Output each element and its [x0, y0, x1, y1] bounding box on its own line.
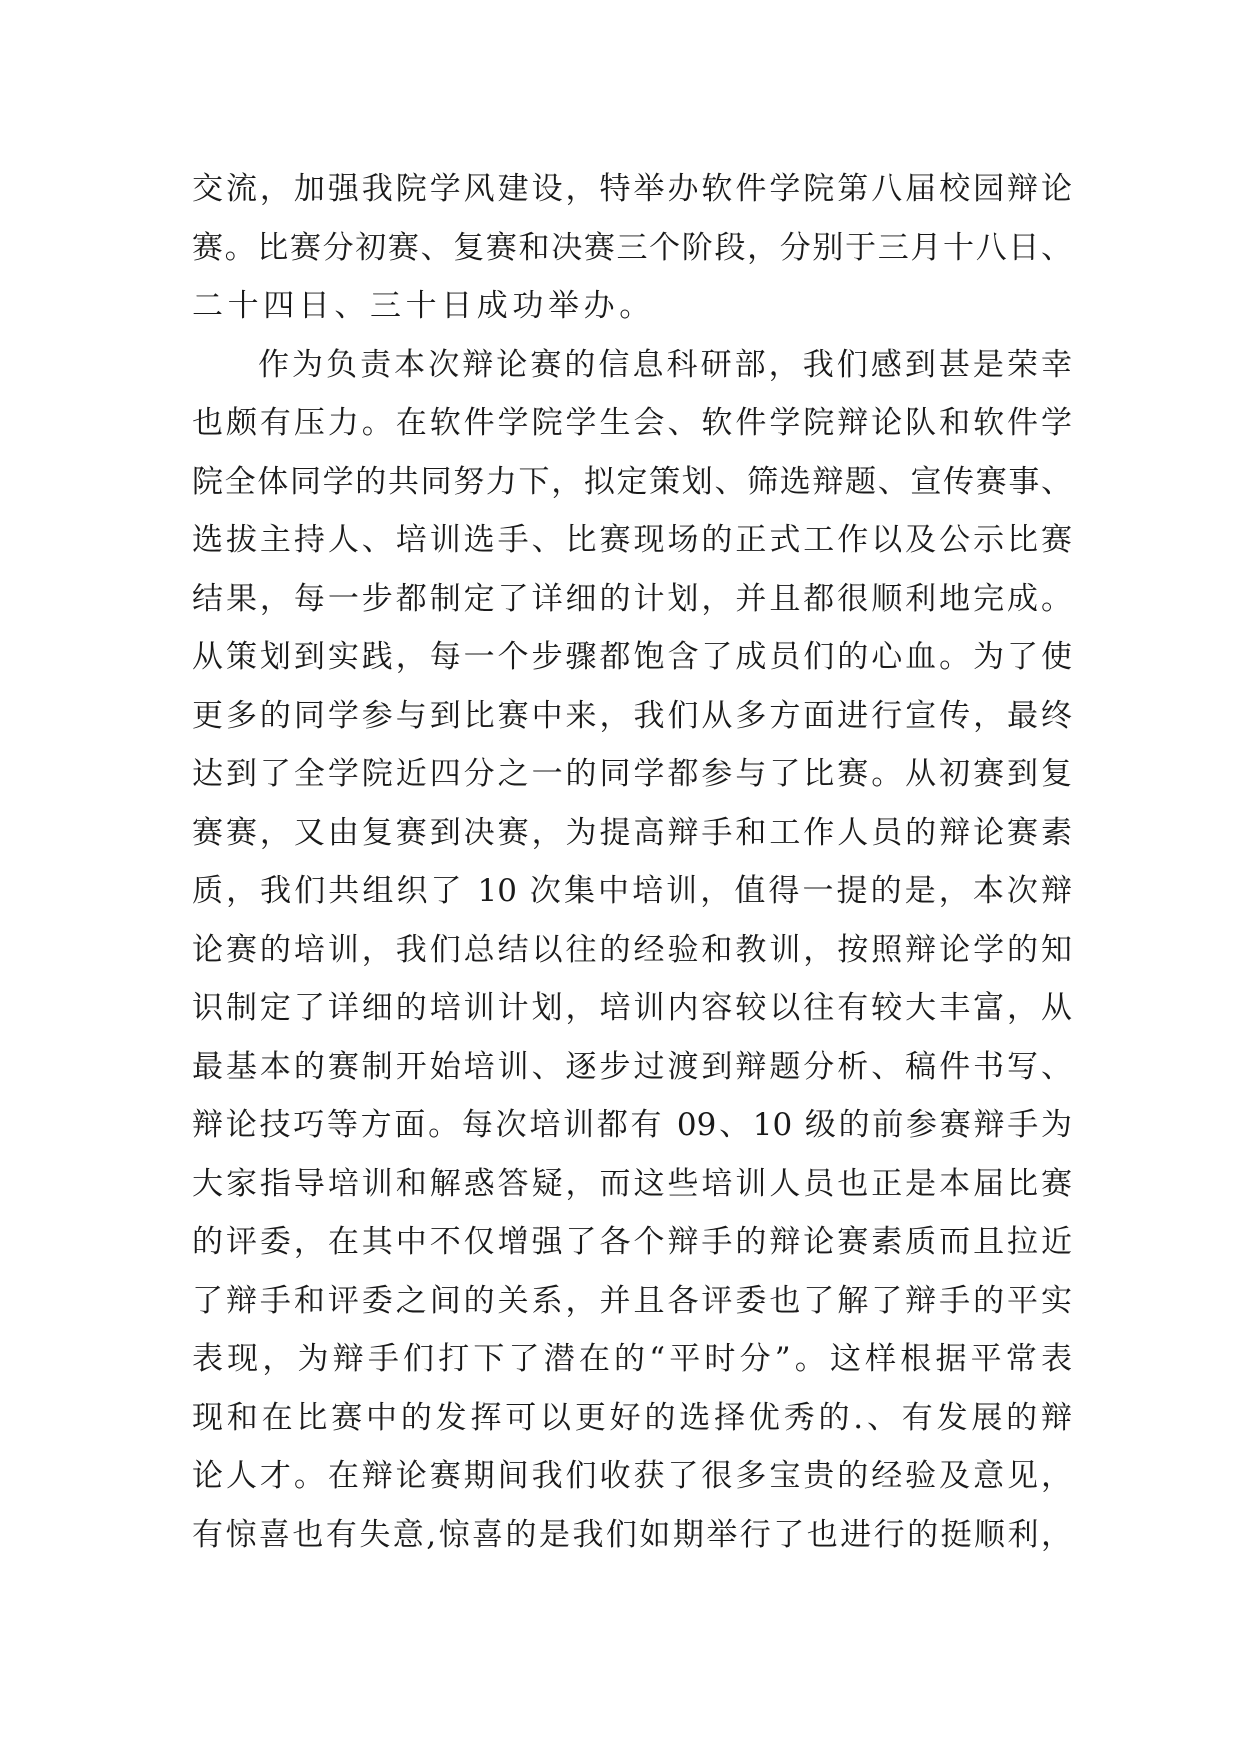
body-text [192, 160, 1072, 1564]
text-line: 赛赛，又由复赛到决赛，为提高辩手和工作人员的辩论赛素 [192, 814, 1072, 851]
text-line: 结果，每一步都制定了详细的计划，并且都很顺利地完成。 [192, 580, 1072, 617]
text-line: 识制定了详细的培训计划，培训内容较以往有较大丰富，从 [192, 990, 1072, 1026]
text-line: 也颇有压力。在软件学院学生会、软件学院辩论队和软件学 [192, 405, 1072, 441]
text-line: 论赛的培训，我们总结以往的经验和教训，按照辩论学的知 [192, 931, 1072, 968]
text-line: 有惊喜也有失意,惊喜的是我们如期举行了也进行的挺顺利， [192, 1516, 1072, 1553]
text-line: 大家指导培训和解惑答疑，而这些培训人员也正是本届比赛 [192, 1165, 1072, 1202]
text-line: 质，我们共组织了 10 次集中培训，值得一提的是，本次辩 [192, 873, 1072, 909]
text-line: 辩论技巧等方面。每次培训都有 09、10 级的前参赛辩手为 [192, 1107, 1072, 1143]
text-line: 交流，加强我院学风建设，特举办软件学院第八届校园辩论 [192, 171, 1072, 207]
text-line: 从策划到实践，每一个步骤都饱含了成员们的心血。为了使 [192, 639, 1072, 675]
text-line: 论人才。在辩论赛期间我们收获了很多宝贵的经验及意见， [192, 1458, 1072, 1494]
text-line: 表现，为辩手们打下了潜在的“平时分”。这样根据平常表 [192, 1341, 1072, 1377]
text-line: 最基本的赛制开始培训、逐步过渡到辩题分析、稿件书写、 [192, 1048, 1072, 1085]
text-line: 的评委，在其中不仅增强了各个辩手的辩论赛素质而且拉近 [192, 1224, 1072, 1260]
text-line: 更多的同学参与到比赛中来，我们从多方面进行宣传，最终 [192, 697, 1072, 734]
text-line: 现和在比赛中的发挥可以更好的选择优秀的.、有发展的辩 [192, 1399, 1072, 1436]
text-line: 院全体同学的共同努力下，拟定策划、筛选辩题、宣传赛事、 [192, 463, 1072, 500]
text-line: 赛。比赛分初赛、复赛和决赛三个阶段，分别于三月十八日、 [192, 229, 1072, 266]
text-line: 选拔主持人、培训选手、比赛现场的正式工作以及公示比赛 [192, 522, 1072, 558]
text-line: 了辩手和评委之间的关系，并且各评委也了解了辩手的平实 [192, 1282, 1072, 1319]
text-line: 达到了全学院近四分之一的同学都参与了比赛。从初赛到复 [192, 756, 1072, 792]
text-line: 二十四日、三十日成功举办。 [192, 288, 655, 324]
paragraph-start-line: 作为负责本次辩论赛的信息科研部，我们感到甚是荣幸 [258, 346, 1072, 383]
